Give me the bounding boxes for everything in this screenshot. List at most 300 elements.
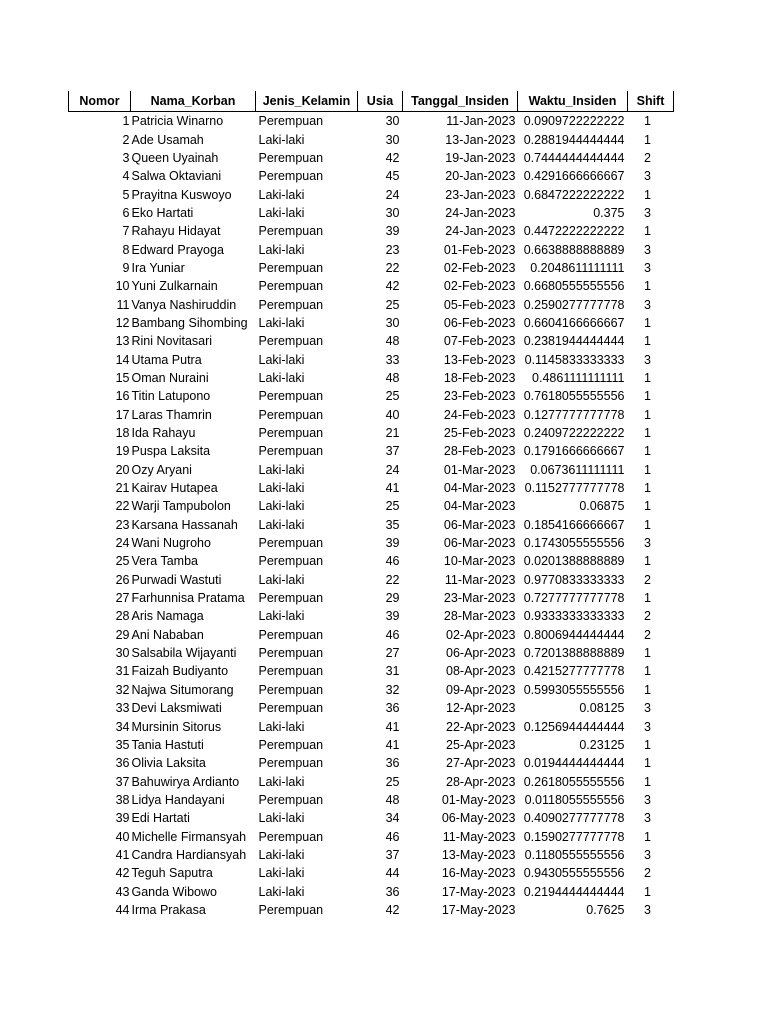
cell-usia[interactable]: 48 xyxy=(385,334,400,349)
cell-waktu-insiden[interactable]: 0.1277777777778 xyxy=(523,407,625,422)
cell-usia[interactable]: 42 xyxy=(385,902,400,917)
cell-nomor[interactable]: 17 xyxy=(115,407,130,422)
cell-jenis-kelamin[interactable]: Perempuan xyxy=(258,150,324,165)
header-tanggal-insiden[interactable]: Tanggal_Insiden xyxy=(403,91,518,112)
cell-shift[interactable]: 3 xyxy=(644,260,651,275)
cell-shift[interactable]: 1 xyxy=(644,664,651,679)
cell-tanggal-insiden[interactable]: 25-Feb-2023 xyxy=(443,426,516,441)
cell-usia[interactable]: 42 xyxy=(385,279,400,294)
cell-nama-korban[interactable]: Salwa Oktaviani xyxy=(131,169,222,184)
cell-tanggal-insiden[interactable]: 25-Apr-2023 xyxy=(446,737,516,752)
cell-nomor[interactable]: 19 xyxy=(115,444,130,459)
cell-usia[interactable]: 33 xyxy=(385,352,400,367)
header-shift[interactable]: Shift xyxy=(628,91,674,112)
cell-tanggal-insiden[interactable]: 06-May-2023 xyxy=(441,811,516,826)
cell-shift[interactable]: 1 xyxy=(644,279,651,294)
cell-waktu-insiden[interactable]: 0.2409722222222 xyxy=(523,426,625,441)
cell-jenis-kelamin[interactable]: Laki-laki xyxy=(258,572,305,587)
cell-shift[interactable]: 1 xyxy=(644,426,651,441)
cell-tanggal-insiden[interactable]: 12-Apr-2023 xyxy=(446,701,516,716)
cell-nomor[interactable]: 33 xyxy=(115,701,130,716)
cell-shift[interactable]: 1 xyxy=(644,591,651,606)
cell-waktu-insiden[interactable]: 0.6638888888889 xyxy=(523,242,625,257)
cell-shift[interactable]: 1 xyxy=(644,334,651,349)
cell-usia[interactable]: 25 xyxy=(385,774,400,789)
cell-shift[interactable]: 3 xyxy=(644,352,651,367)
cell-nama-korban[interactable]: Patricia Winarno xyxy=(131,114,224,129)
cell-tanggal-insiden[interactable]: 19-Jan-2023 xyxy=(445,150,516,165)
cell-tanggal-insiden[interactable]: 04-Mar-2023 xyxy=(443,481,516,496)
cell-jenis-kelamin[interactable]: Laki-laki xyxy=(258,132,305,147)
cell-jenis-kelamin[interactable]: Perempuan xyxy=(258,646,324,661)
cell-nomor[interactable]: 20 xyxy=(115,462,130,477)
cell-tanggal-insiden[interactable]: 06-Mar-2023 xyxy=(443,517,516,532)
cell-waktu-insiden[interactable]: 0.7618055555556 xyxy=(523,389,625,404)
cell-tanggal-insiden[interactable]: 06-Feb-2023 xyxy=(443,315,516,330)
cell-waktu-insiden[interactable]: 0.375 xyxy=(593,205,625,220)
cell-usia[interactable]: 48 xyxy=(385,792,400,807)
cell-nama-korban[interactable]: Michelle Firmansyah xyxy=(131,829,247,844)
cell-tanggal-insiden[interactable]: 05-Feb-2023 xyxy=(443,297,516,312)
cell-nomor[interactable]: 36 xyxy=(115,756,130,771)
cell-jenis-kelamin[interactable]: Perempuan xyxy=(258,627,324,642)
cell-nomor[interactable]: 11 xyxy=(116,297,130,312)
cell-nama-korban[interactable]: Edi Hartati xyxy=(131,811,190,826)
cell-shift[interactable]: 1 xyxy=(644,554,651,569)
cell-jenis-kelamin[interactable]: Laki-laki xyxy=(258,774,305,789)
cell-nomor[interactable]: 2 xyxy=(122,132,130,147)
cell-tanggal-insiden[interactable]: 24-Jan-2023 xyxy=(445,205,516,220)
cell-jenis-kelamin[interactable]: Perempuan xyxy=(258,279,324,294)
cell-nomor[interactable]: 14 xyxy=(115,352,130,367)
cell-usia[interactable]: 36 xyxy=(385,701,400,716)
cell-nama-korban[interactable]: Teguh Saputra xyxy=(131,866,213,881)
cell-usia[interactable]: 40 xyxy=(385,407,400,422)
cell-waktu-insiden[interactable]: 0.1854166666667 xyxy=(523,517,625,532)
cell-nomor[interactable]: 10 xyxy=(115,279,130,294)
cell-jenis-kelamin[interactable]: Perempuan xyxy=(258,389,324,404)
cell-waktu-insiden[interactable]: 0.7201388888889 xyxy=(523,646,625,661)
cell-nama-korban[interactable]: Mursinin Sitorus xyxy=(131,719,222,734)
cell-nomor[interactable]: 28 xyxy=(115,609,130,624)
cell-nomor[interactable]: 35 xyxy=(115,737,130,752)
cell-waktu-insiden[interactable]: 0.9430555555556 xyxy=(523,866,625,881)
cell-jenis-kelamin[interactable]: Perempuan xyxy=(258,114,324,129)
cell-usia[interactable]: 30 xyxy=(385,114,400,129)
cell-tanggal-insiden[interactable]: 11-Jan-2023 xyxy=(446,114,516,129)
cell-jenis-kelamin[interactable]: Laki-laki xyxy=(258,315,305,330)
cell-tanggal-insiden[interactable]: 01-Mar-2023 xyxy=(443,462,516,477)
cell-shift[interactable]: 1 xyxy=(644,646,651,661)
cell-jenis-kelamin[interactable]: Laki-laki xyxy=(258,352,305,367)
cell-shift[interactable]: 1 xyxy=(644,187,651,202)
cell-shift[interactable]: 1 xyxy=(644,774,651,789)
cell-nama-korban[interactable]: Eko Hartati xyxy=(131,205,194,220)
cell-waktu-insiden[interactable]: 0.8006944444444 xyxy=(523,627,625,642)
cell-nama-korban[interactable]: Lidya Handayani xyxy=(131,792,225,807)
cell-usia[interactable]: 41 xyxy=(385,719,400,734)
cell-tanggal-insiden[interactable]: 28-Apr-2023 xyxy=(446,774,516,789)
cell-nama-korban[interactable]: Rini Novitasari xyxy=(131,334,213,349)
cell-nomor[interactable]: 34 xyxy=(115,719,130,734)
cell-tanggal-insiden[interactable]: 01-May-2023 xyxy=(441,792,516,807)
cell-shift[interactable]: 1 xyxy=(644,756,651,771)
cell-shift[interactable]: 3 xyxy=(644,847,651,862)
cell-waktu-insiden[interactable]: 0.6680555555556 xyxy=(523,279,625,294)
cell-shift[interactable]: 1 xyxy=(644,224,651,239)
cell-nama-korban[interactable]: Irma Prakasa xyxy=(131,902,206,917)
cell-shift[interactable]: 3 xyxy=(644,902,651,917)
cell-waktu-insiden[interactable]: 0.23125 xyxy=(579,737,625,752)
cell-jenis-kelamin[interactable]: Laki-laki xyxy=(258,517,305,532)
cell-usia[interactable]: 42 xyxy=(385,150,400,165)
cell-usia[interactable]: 41 xyxy=(385,481,400,496)
cell-nomor[interactable]: 3 xyxy=(122,150,130,165)
cell-nama-korban[interactable]: Yuni Zulkarnain xyxy=(131,279,218,294)
cell-shift[interactable]: 2 xyxy=(644,627,651,642)
cell-waktu-insiden[interactable]: 0.4090277777778 xyxy=(523,811,625,826)
cell-nama-korban[interactable]: Vanya Nashiruddin xyxy=(131,297,237,312)
cell-shift[interactable]: 1 xyxy=(644,370,651,385)
cell-nama-korban[interactable]: Warji Tampubolon xyxy=(131,499,231,514)
cell-nama-korban[interactable]: Edward Prayoga xyxy=(131,242,224,257)
cell-nomor[interactable]: 9 xyxy=(122,260,130,275)
cell-jenis-kelamin[interactable]: Perempuan xyxy=(258,682,324,697)
cell-nomor[interactable]: 5 xyxy=(122,187,130,202)
cell-nama-korban[interactable]: Olivia Laksita xyxy=(131,756,206,771)
cell-nomor[interactable]: 30 xyxy=(115,646,130,661)
cell-jenis-kelamin[interactable]: Laki-laki xyxy=(258,884,305,899)
cell-tanggal-insiden[interactable]: 06-Mar-2023 xyxy=(443,536,516,551)
cell-nomor[interactable]: 31 xyxy=(115,664,130,679)
cell-waktu-insiden[interactable]: 0.1743055555556 xyxy=(523,536,625,551)
cell-jenis-kelamin[interactable]: Perempuan xyxy=(258,297,324,312)
cell-nomor[interactable]: 43 xyxy=(115,884,130,899)
cell-shift[interactable]: 2 xyxy=(644,572,651,587)
cell-tanggal-insiden[interactable]: 28-Feb-2023 xyxy=(443,444,516,459)
cell-waktu-insiden[interactable]: 0.4215277777778 xyxy=(523,664,625,679)
cell-jenis-kelamin[interactable]: Laki-laki xyxy=(258,847,305,862)
cell-jenis-kelamin[interactable]: Perempuan xyxy=(258,902,324,917)
cell-waktu-insiden[interactable]: 0.2048611111111 xyxy=(530,260,625,275)
header-jenis-kelamin[interactable]: Jenis_Kelamin xyxy=(256,91,358,112)
cell-nomor[interactable]: 1 xyxy=(122,114,130,129)
cell-shift[interactable]: 3 xyxy=(644,297,651,312)
cell-shift[interactable]: 3 xyxy=(644,701,651,716)
cell-jenis-kelamin[interactable]: Laki-laki xyxy=(258,205,305,220)
cell-usia[interactable]: 29 xyxy=(385,591,400,606)
cell-usia[interactable]: 45 xyxy=(385,169,400,184)
cell-nama-korban[interactable]: Farhunnisa Pratama xyxy=(131,591,245,606)
cell-waktu-insiden[interactable]: 0.0194444444444 xyxy=(523,756,625,771)
cell-usia[interactable]: 48 xyxy=(385,370,400,385)
cell-usia[interactable]: 25 xyxy=(385,389,400,404)
cell-waktu-insiden[interactable]: 0.0673611111111 xyxy=(530,462,625,477)
cell-nama-korban[interactable]: Utama Putra xyxy=(131,352,202,367)
cell-usia[interactable]: 30 xyxy=(385,132,400,147)
cell-nomor[interactable]: 7 xyxy=(122,224,130,239)
cell-jenis-kelamin[interactable]: Perempuan xyxy=(258,737,324,752)
cell-shift[interactable]: 2 xyxy=(644,609,651,624)
cell-nomor[interactable]: 23 xyxy=(115,517,130,532)
cell-jenis-kelamin[interactable]: Perempuan xyxy=(258,591,324,606)
cell-usia[interactable]: 36 xyxy=(385,884,400,899)
cell-waktu-insiden[interactable]: 0.1791666666667 xyxy=(523,444,625,459)
cell-nama-korban[interactable]: Ozy Aryani xyxy=(131,462,192,477)
cell-shift[interactable]: 1 xyxy=(644,315,651,330)
cell-nama-korban[interactable]: Tania Hastuti xyxy=(131,737,204,752)
cell-shift[interactable]: 1 xyxy=(644,682,651,697)
cell-waktu-insiden[interactable]: 0.9770833333333 xyxy=(523,572,625,587)
cell-waktu-insiden[interactable]: 0.1152777777778 xyxy=(524,481,625,496)
cell-usia[interactable]: 37 xyxy=(385,444,400,459)
cell-tanggal-insiden[interactable]: 23-Mar-2023 xyxy=(443,591,516,606)
cell-jenis-kelamin[interactable]: Laki-laki xyxy=(258,499,305,514)
cell-usia[interactable]: 22 xyxy=(385,572,400,587)
cell-nama-korban[interactable]: Devi Laksmiwati xyxy=(131,701,222,716)
cell-nama-korban[interactable]: Ira Yuniar xyxy=(131,260,185,275)
cell-jenis-kelamin[interactable]: Perempuan xyxy=(258,756,324,771)
cell-nama-korban[interactable]: Laras Thamrin xyxy=(131,407,212,422)
cell-waktu-insiden[interactable]: 0.2590277777778 xyxy=(523,297,625,312)
cell-jenis-kelamin[interactable]: Perempuan xyxy=(258,829,324,844)
cell-waktu-insiden[interactable]: 0.9333333333333 xyxy=(523,609,625,624)
cell-nomor[interactable]: 12 xyxy=(115,315,130,330)
cell-nomor[interactable]: 39 xyxy=(115,811,130,826)
cell-usia[interactable]: 25 xyxy=(385,297,400,312)
cell-usia[interactable]: 24 xyxy=(385,462,400,477)
cell-jenis-kelamin[interactable]: Perempuan xyxy=(258,426,324,441)
cell-jenis-kelamin[interactable]: Laki-laki xyxy=(258,811,305,826)
cell-tanggal-insiden[interactable]: 02-Feb-2023 xyxy=(443,260,516,275)
cell-nomor[interactable]: 16 xyxy=(115,389,130,404)
cell-jenis-kelamin[interactable]: Laki-laki xyxy=(258,370,305,385)
cell-shift[interactable]: 1 xyxy=(644,132,651,147)
cell-nama-korban[interactable]: Bambang Sihombing xyxy=(131,315,248,330)
cell-shift[interactable]: 2 xyxy=(644,866,651,881)
cell-nama-korban[interactable]: Aris Namaga xyxy=(131,609,204,624)
cell-tanggal-insiden[interactable]: 23-Jan-2023 xyxy=(445,187,516,202)
cell-waktu-insiden[interactable]: 0.08125 xyxy=(579,701,625,716)
cell-nama-korban[interactable]: Vera Tamba xyxy=(131,554,198,569)
cell-usia[interactable]: 31 xyxy=(385,664,400,679)
cell-waktu-insiden[interactable]: 0.1590277777778 xyxy=(523,829,625,844)
cell-waktu-insiden[interactable]: 0.7444444444444 xyxy=(523,150,625,165)
cell-nomor[interactable]: 38 xyxy=(115,792,130,807)
cell-waktu-insiden[interactable]: 0.4291666666667 xyxy=(523,169,625,184)
cell-tanggal-insiden[interactable]: 24-Feb-2023 xyxy=(443,407,516,422)
cell-tanggal-insiden[interactable]: 20-Jan-2023 xyxy=(445,169,516,184)
cell-jenis-kelamin[interactable]: Perempuan xyxy=(258,536,324,551)
cell-nama-korban[interactable]: Ganda Wibowo xyxy=(131,884,217,899)
cell-nomor[interactable]: 4 xyxy=(122,169,130,184)
header-nama-korban[interactable]: Nama_Korban xyxy=(131,91,256,112)
cell-waktu-insiden[interactable]: 0.0118055555556 xyxy=(524,792,625,807)
cell-tanggal-insiden[interactable]: 04-Mar-2023 xyxy=(443,499,516,514)
cell-jenis-kelamin[interactable]: Perempuan xyxy=(258,334,324,349)
cell-shift[interactable]: 3 xyxy=(644,169,651,184)
cell-jenis-kelamin[interactable]: Laki-laki xyxy=(258,719,305,734)
cell-nomor[interactable]: 15 xyxy=(115,370,130,385)
cell-waktu-insiden[interactable]: 0.1145833333333 xyxy=(524,352,625,367)
cell-nama-korban[interactable]: Ani Nababan xyxy=(131,627,204,642)
cell-shift[interactable]: 3 xyxy=(644,242,651,257)
cell-usia[interactable]: 32 xyxy=(385,682,400,697)
cell-jenis-kelamin[interactable]: Perempuan xyxy=(258,554,324,569)
cell-nama-korban[interactable]: Puspa Laksita xyxy=(131,444,211,459)
cell-waktu-insiden[interactable]: 0.4472222222222 xyxy=(523,224,625,239)
cell-nomor[interactable]: 42 xyxy=(115,866,130,881)
cell-jenis-kelamin[interactable]: Laki-laki xyxy=(258,462,305,477)
cell-waktu-insiden[interactable]: 0.0201388888889 xyxy=(523,554,625,569)
cell-usia[interactable]: 39 xyxy=(385,609,400,624)
cell-jenis-kelamin[interactable]: Perempuan xyxy=(258,260,324,275)
cell-tanggal-insiden[interactable]: 23-Feb-2023 xyxy=(443,389,516,404)
cell-nama-korban[interactable]: Queen Uyainah xyxy=(131,150,219,165)
cell-nama-korban[interactable]: Salsabila Wijayanti xyxy=(131,646,237,661)
cell-nama-korban[interactable]: Prayitna Kuswoyo xyxy=(131,187,232,202)
cell-nama-korban[interactable]: Titin Latupono xyxy=(131,389,211,404)
cell-usia[interactable]: 44 xyxy=(385,866,400,881)
cell-jenis-kelamin[interactable]: Laki-laki xyxy=(258,866,305,881)
cell-shift[interactable]: 1 xyxy=(644,884,651,899)
cell-nomor[interactable]: 25 xyxy=(115,554,130,569)
cell-usia[interactable]: 39 xyxy=(385,536,400,551)
cell-nama-korban[interactable]: Najwa Situmorang xyxy=(131,682,234,697)
cell-nama-korban[interactable]: Faizah Budiyanto xyxy=(131,664,229,679)
cell-nama-korban[interactable]: Kairav Hutapea xyxy=(131,481,218,496)
cell-nomor[interactable]: 29 xyxy=(115,627,130,642)
cell-tanggal-insiden[interactable]: 02-Feb-2023 xyxy=(443,279,516,294)
cell-waktu-insiden[interactable]: 0.5993055555556 xyxy=(523,682,625,697)
cell-nomor[interactable]: 13 xyxy=(115,334,130,349)
cell-shift[interactable]: 1 xyxy=(644,444,651,459)
cell-tanggal-insiden[interactable]: 22-Apr-2023 xyxy=(446,719,516,734)
cell-tanggal-insiden[interactable]: 28-Mar-2023 xyxy=(443,609,516,624)
cell-jenis-kelamin[interactable]: Perempuan xyxy=(258,664,324,679)
cell-tanggal-insiden[interactable]: 11-Mar-2023 xyxy=(444,572,516,587)
cell-usia[interactable]: 23 xyxy=(385,242,400,257)
cell-nama-korban[interactable]: Karsana Hassanah xyxy=(131,517,238,532)
cell-tanggal-insiden[interactable]: 02-Apr-2023 xyxy=(446,627,516,642)
cell-usia[interactable]: 36 xyxy=(385,756,400,771)
cell-usia[interactable]: 37 xyxy=(385,847,400,862)
cell-waktu-insiden[interactable]: 0.1180555555556 xyxy=(524,847,625,862)
cell-shift[interactable]: 1 xyxy=(644,499,651,514)
cell-waktu-insiden[interactable]: 0.7625 xyxy=(586,902,625,917)
cell-jenis-kelamin[interactable]: Perempuan xyxy=(258,701,324,716)
cell-usia[interactable]: 30 xyxy=(385,205,400,220)
cell-nomor[interactable]: 21 xyxy=(115,481,130,496)
cell-shift[interactable]: 1 xyxy=(644,481,651,496)
cell-nomor[interactable]: 26 xyxy=(115,572,130,587)
cell-shift[interactable]: 2 xyxy=(644,150,651,165)
cell-shift[interactable]: 1 xyxy=(644,829,651,844)
cell-usia[interactable]: 34 xyxy=(385,811,400,826)
cell-nama-korban[interactable]: Rahayu Hidayat xyxy=(131,224,221,239)
cell-tanggal-insiden[interactable]: 10-Mar-2023 xyxy=(443,554,516,569)
cell-jenis-kelamin[interactable]: Perempuan xyxy=(258,792,324,807)
cell-tanggal-insiden[interactable]: 24-Jan-2023 xyxy=(445,224,516,239)
cell-nama-korban[interactable]: Wani Nugroho xyxy=(131,536,211,551)
cell-waktu-insiden[interactable]: 0.2881944444444 xyxy=(523,132,625,147)
cell-tanggal-insiden[interactable]: 27-Apr-2023 xyxy=(446,756,516,771)
cell-nomor[interactable]: 40 xyxy=(115,829,130,844)
cell-nama-korban[interactable]: Bahuwirya Ardianto xyxy=(131,774,240,789)
cell-nomor[interactable]: 37 xyxy=(115,774,130,789)
cell-shift[interactable]: 3 xyxy=(644,205,651,220)
header-waktu-insiden[interactable]: Waktu_Insiden xyxy=(518,91,628,112)
cell-nama-korban[interactable]: Candra Hardiansyah xyxy=(131,847,247,862)
cell-waktu-insiden[interactable]: 0.06875 xyxy=(579,499,625,514)
cell-nomor[interactable]: 22 xyxy=(115,499,130,514)
cell-nomor[interactable]: 6 xyxy=(122,205,130,220)
cell-jenis-kelamin[interactable]: Laki-laki xyxy=(258,481,305,496)
cell-shift[interactable]: 1 xyxy=(644,737,651,752)
cell-nomor[interactable]: 8 xyxy=(122,242,130,257)
cell-usia[interactable]: 27 xyxy=(385,646,400,661)
cell-tanggal-insiden[interactable]: 11-May-2023 xyxy=(442,829,516,844)
cell-shift[interactable]: 1 xyxy=(644,389,651,404)
cell-waktu-insiden[interactable]: 0.6847222222222 xyxy=(523,187,625,202)
cell-usia[interactable]: 30 xyxy=(385,315,400,330)
cell-tanggal-insiden[interactable]: 09-Apr-2023 xyxy=(446,682,516,697)
cell-usia[interactable]: 39 xyxy=(385,224,400,239)
cell-shift[interactable]: 3 xyxy=(644,719,651,734)
cell-nomor[interactable]: 18 xyxy=(115,426,130,441)
cell-waktu-insiden[interactable]: 0.0909722222222 xyxy=(523,114,625,129)
cell-nomor[interactable]: 32 xyxy=(115,682,130,697)
cell-shift[interactable]: 1 xyxy=(644,407,651,422)
cell-jenis-kelamin[interactable]: Laki-laki xyxy=(258,242,305,257)
cell-usia[interactable]: 46 xyxy=(385,627,400,642)
cell-tanggal-insiden[interactable]: 17-May-2023 xyxy=(441,884,516,899)
cell-nomor[interactable]: 24 xyxy=(115,536,130,551)
cell-waktu-insiden[interactable]: 0.4861111111111 xyxy=(532,370,625,385)
cell-tanggal-insiden[interactable]: 07-Feb-2023 xyxy=(443,334,516,349)
cell-tanggal-insiden[interactable]: 08-Apr-2023 xyxy=(446,664,516,679)
cell-tanggal-insiden[interactable]: 16-May-2023 xyxy=(441,866,516,881)
cell-usia[interactable]: 46 xyxy=(385,554,400,569)
cell-shift[interactable]: 3 xyxy=(644,792,651,807)
cell-shift[interactable]: 3 xyxy=(644,811,651,826)
cell-usia[interactable]: 41 xyxy=(385,737,400,752)
cell-usia[interactable]: 21 xyxy=(385,426,400,441)
cell-tanggal-insiden[interactable]: 06-Apr-2023 xyxy=(446,646,516,661)
cell-tanggal-insiden[interactable]: 01-Feb-2023 xyxy=(443,242,516,257)
header-nomor[interactable]: Nomor xyxy=(69,91,131,112)
cell-usia[interactable]: 46 xyxy=(385,829,400,844)
cell-waktu-insiden[interactable]: 0.2618055555556 xyxy=(523,774,625,789)
cell-jenis-kelamin[interactable]: Perempuan xyxy=(258,444,324,459)
cell-tanggal-insiden[interactable]: 17-May-2023 xyxy=(441,902,516,917)
cell-tanggal-insiden[interactable]: 13-Jan-2023 xyxy=(445,132,516,147)
cell-jenis-kelamin[interactable]: Perempuan xyxy=(258,169,324,184)
cell-nomor[interactable]: 41 xyxy=(115,847,130,862)
cell-nomor[interactable]: 27 xyxy=(115,591,130,606)
cell-jenis-kelamin[interactable]: Laki-laki xyxy=(258,609,305,624)
cell-shift[interactable]: 1 xyxy=(644,114,651,129)
cell-nomor[interactable]: 44 xyxy=(115,902,130,917)
cell-usia[interactable]: 22 xyxy=(385,260,400,275)
cell-jenis-kelamin[interactable]: Perempuan xyxy=(258,224,324,239)
cell-tanggal-insiden[interactable]: 13-May-2023 xyxy=(441,847,516,862)
cell-tanggal-insiden[interactable]: 13-Feb-2023 xyxy=(443,352,516,367)
cell-nama-korban[interactable]: Purwadi Wastuti xyxy=(131,572,222,587)
cell-waktu-insiden[interactable]: 0.1256944444444 xyxy=(523,719,625,734)
cell-tanggal-insiden[interactable]: 18-Feb-2023 xyxy=(443,370,516,385)
cell-waktu-insiden[interactable]: 0.2194444444444 xyxy=(523,884,625,899)
